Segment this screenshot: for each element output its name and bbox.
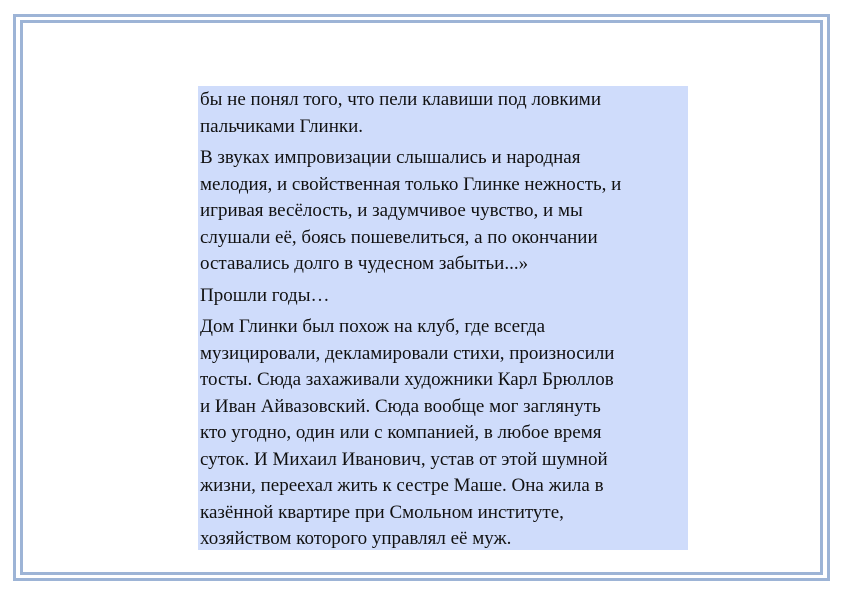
paragraph-1: бы не понял того, что пели клавиши под ловкими пальчиками Глинки. (200, 89, 601, 137)
paragraph-2: В звуках импровизации слышались и народная мелодия, и свойственная только Глинке нежность, и игривая весёлость, и задумчивое чувство, и мы слушали её, боясь пошевелиться, а по окончании оставались долго в чудесном забытьи...» (200, 147, 622, 274)
paragraph-3: Прошли годы… (200, 284, 330, 306)
paragraph-4: Дом Глинки был похож на клуб, где всегда музицировали, декламировали стихи, произносили тосты. Сюда захаживали художники Карл Брюллов и Иван Айвазовский. Сюда вообще мог заглянуть кто угодно, один или с компанией, в любое время суток. И Михаил Иванович, устав от этой шумной жизни, переехал жить к сестре Маше. Она жила в казённой квартире при Смольном институте, хозяйством которого управлял её муж. (200, 316, 615, 549)
text-block (198, 86, 688, 550)
